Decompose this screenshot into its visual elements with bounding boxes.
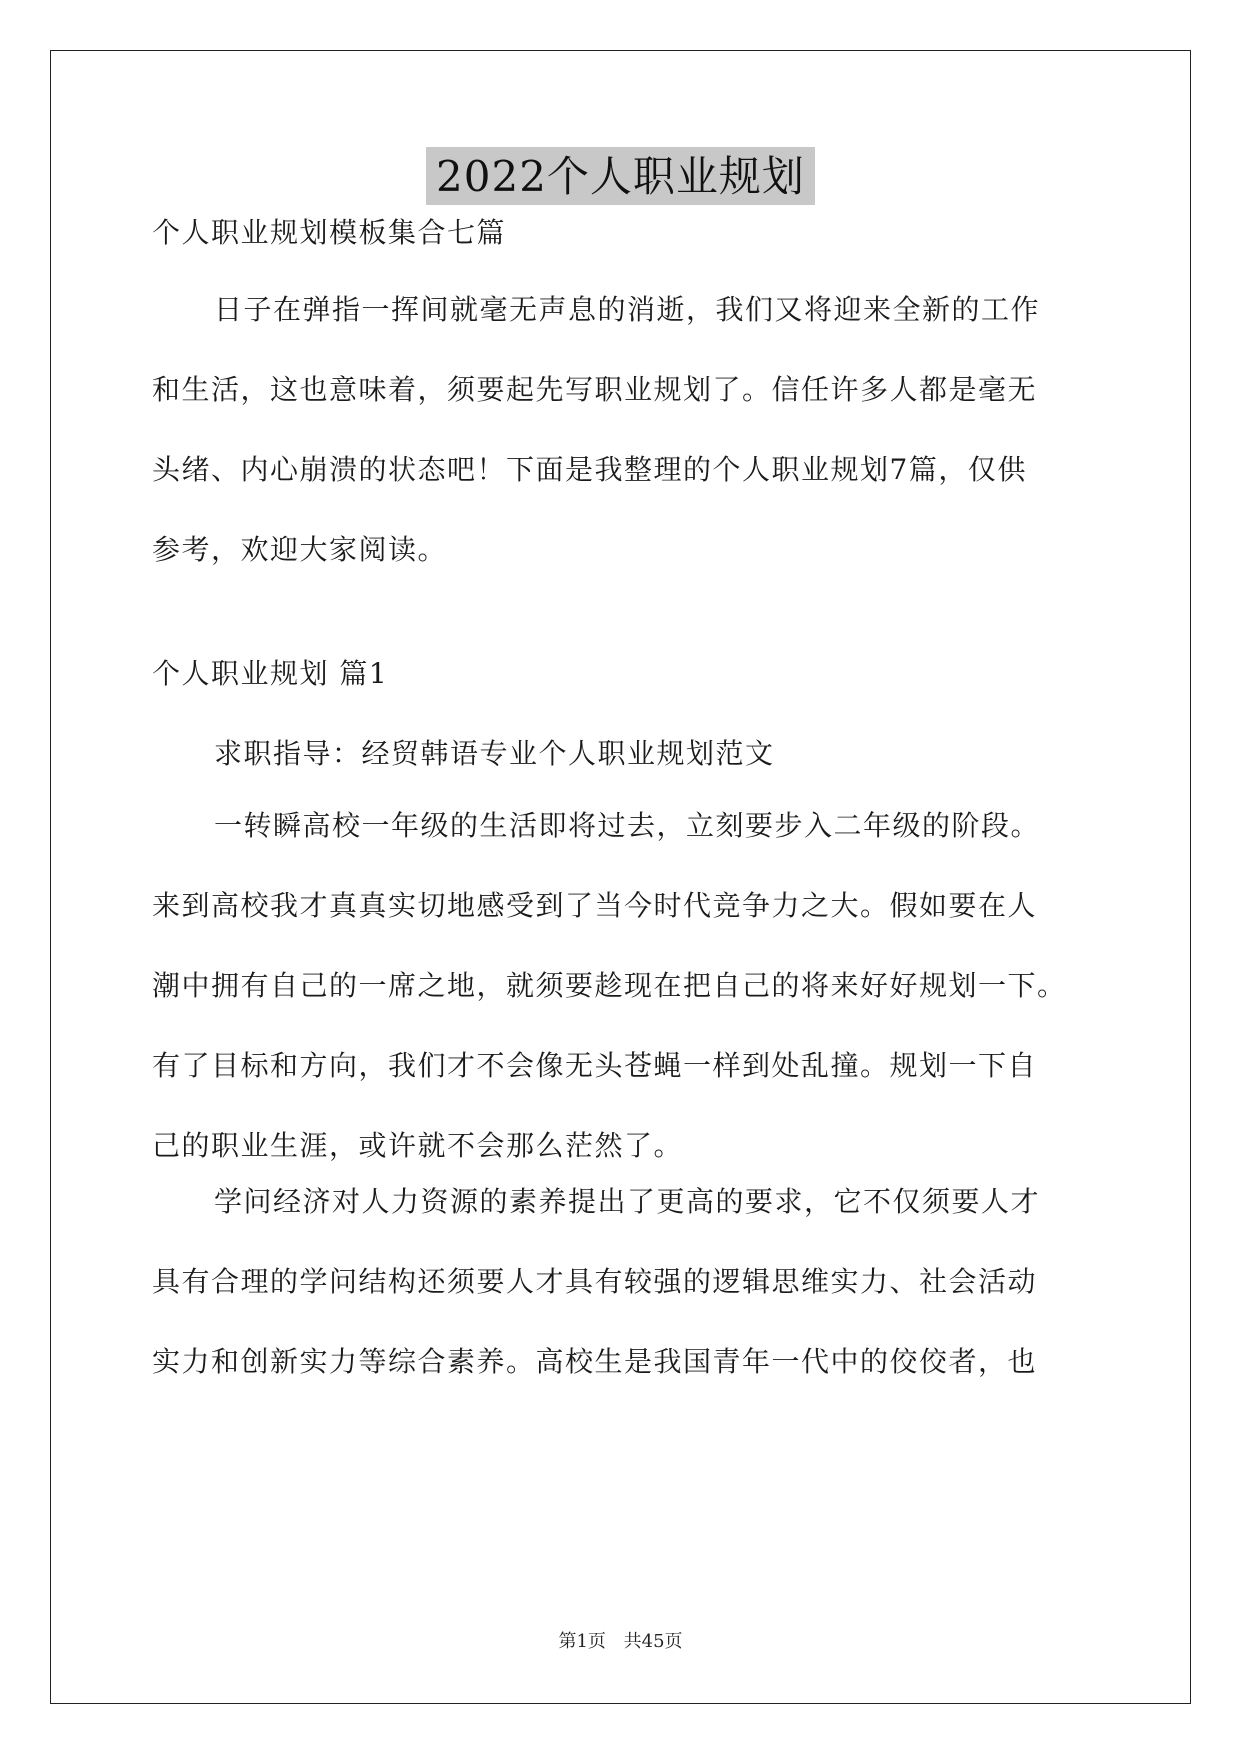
page-total: 共45页 xyxy=(623,1631,683,1652)
paragraph-1 xyxy=(152,806,1092,1206)
paragraph-line: 具有合理的学问结构还须要人才具有较强的逻辑思维实力、社会活动 xyxy=(152,1265,1038,1298)
section-subheading: 求职指导：经贸韩语专业个人职业规划范文 xyxy=(214,737,775,770)
section-heading: 个人职业规划 篇1 xyxy=(152,657,389,690)
page-number: 第1页 xyxy=(558,1631,606,1652)
paragraph-line: 潮中拥有自己的一席之地，就须要趁现在把自己的将来好好规划一下。 xyxy=(152,969,1067,1002)
document-subtitle: 个人职业规划模板集合七篇 xyxy=(152,216,507,249)
paragraph-2 xyxy=(152,1182,1092,1422)
subtitle-block xyxy=(152,213,1092,293)
paragraph-line: 来到高校我才真真实切地感受到了当今时代竞争力之大。假如要在人 xyxy=(152,889,1038,922)
paragraph-line: 己的职业生涯，或许就不会那么茫然了。 xyxy=(152,1129,684,1162)
paragraph-line: 一转瞬高校一年级的生活即将过去，立刻要步入二年级的阶段。 xyxy=(214,809,1041,842)
intro-line: 参考，欢迎大家阅读。 xyxy=(152,533,448,566)
intro-line: 头绪、内心崩溃的状态吧！下面是我整理的个人职业规划7篇，仅供 xyxy=(152,453,1027,486)
intro-line: 日子在弹指一挥间就毫无声息的消逝，我们又将迎来全新的工作 xyxy=(214,293,1041,326)
paragraph-line: 学问经济对人力资源的素养提出了更高的要求，它不仅须要人才 xyxy=(214,1185,1041,1218)
title-container xyxy=(0,147,1241,205)
intro-paragraph xyxy=(152,290,1092,610)
intro-line: 和生活，这也意味着，须要起先写职业规划了。信任许多人都是毫无 xyxy=(152,373,1038,406)
paragraph-line: 实力和创新实力等综合素养。高校生是我国青年一代中的佼佼者，也 xyxy=(152,1345,1038,1378)
paragraph-line: 有了目标和方向，我们才不会像无头苍蝇一样到处乱撞。规划一下自 xyxy=(152,1049,1038,1082)
document-title: 2022个人职业规划 xyxy=(426,147,815,205)
section-heading-block xyxy=(152,654,1092,814)
page-footer xyxy=(0,1627,1241,1653)
